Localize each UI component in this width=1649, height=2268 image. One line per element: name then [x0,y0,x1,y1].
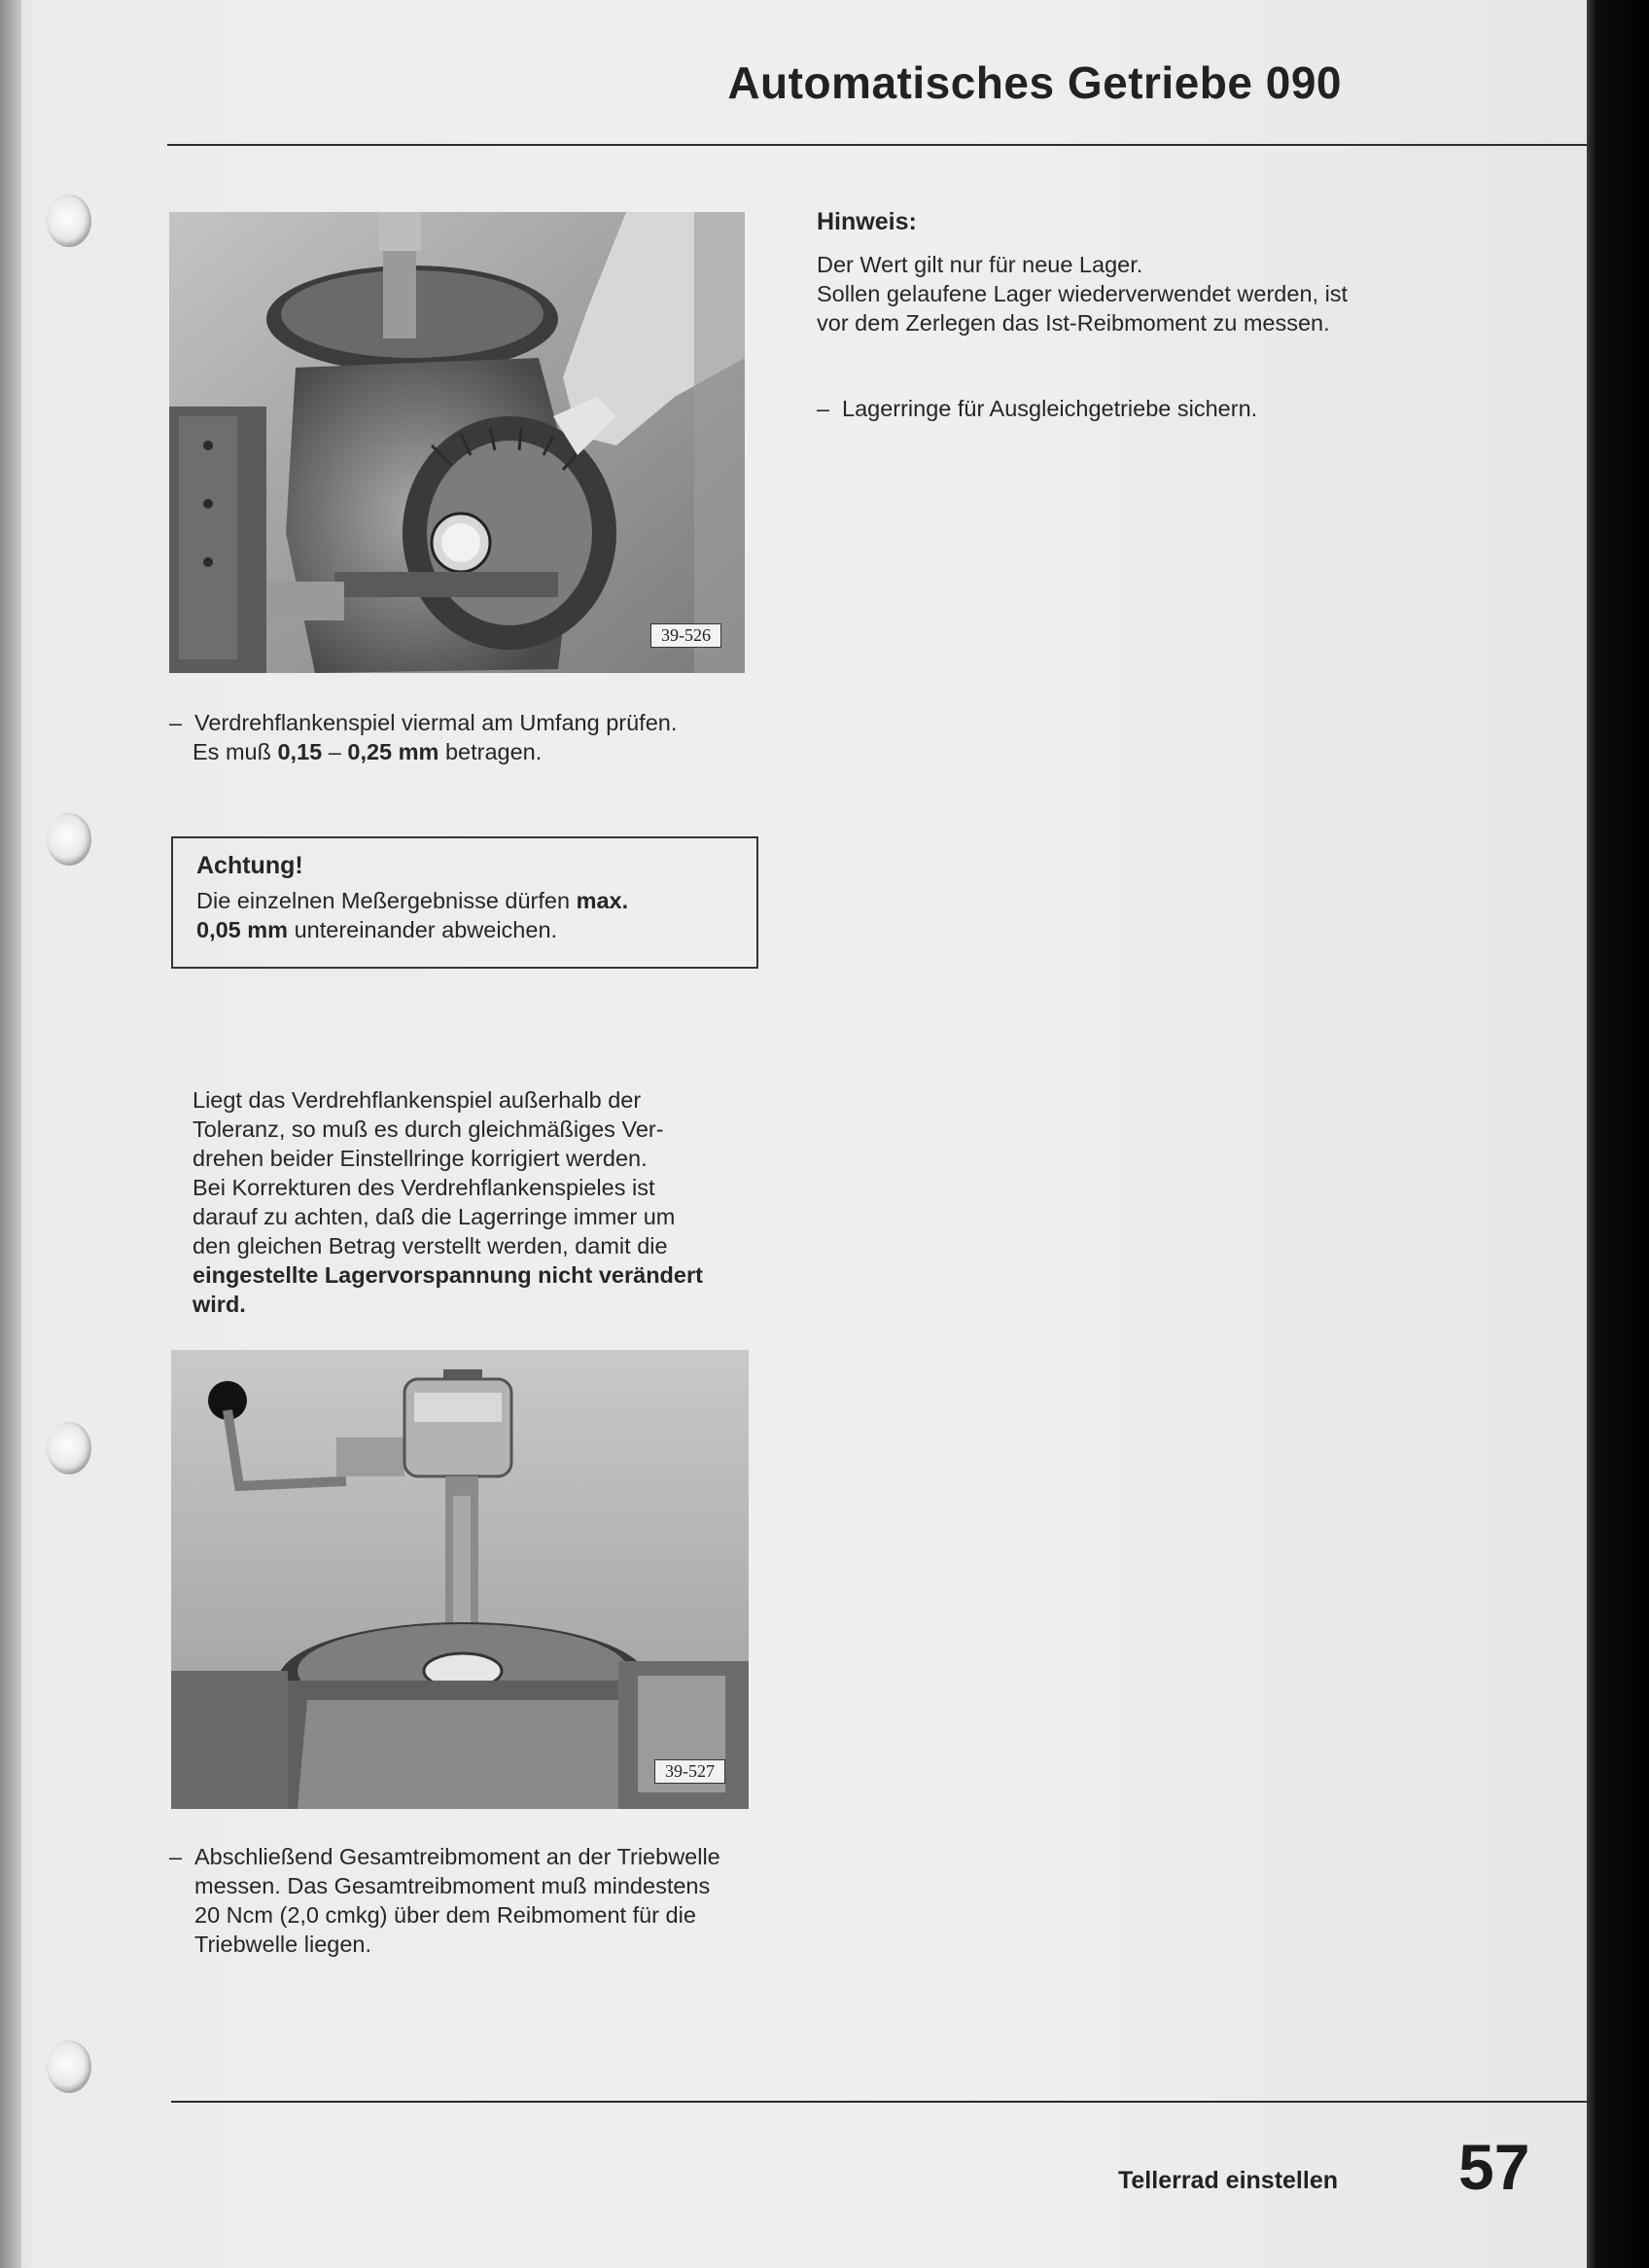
note-heading: Hinweis: [817,208,917,235]
figure-39-527 [171,1350,749,1809]
step-text: Lagerringe für Ausgleichgetriebe sichern. [842,396,1258,421]
step-text: Verdrehflankenspiel viermal am Umfang prüfen. [194,710,678,735]
torque-tool-photo-illustration [171,1350,749,1809]
punch-hole [47,1422,91,1474]
gearbox-photo-illustration [169,212,745,673]
dash-marker: – [169,1844,183,1869]
footer-rule [171,2101,1587,2103]
step-gesamtreibmoment: – Abschließend Gesamtreibmoment an der Triebwelle messen. Das Gesamtreibmoment muß mindestens 20 Ncm (2,0 cmkg) über dem Reibmoment für die Triebwelle liegen. [169,1844,720,1957]
warning-box [171,836,758,969]
warning-heading: Achtung! [196,852,303,879]
page-number: 57 [1458,2131,1530,2203]
page-title: Automatisches Getriebe 090 [727,57,1342,108]
figure-39-526 [169,212,745,673]
figure-label: 39-527 [654,1759,725,1784]
header-rule [167,144,1587,146]
punch-hole [47,2040,91,2093]
step-verdrehflankenspiel [169,708,753,766]
footer-section-title: Tellerrad einstellen [1117,2167,1338,2194]
binding-edge [0,0,21,2268]
note-line: vor dem Zerlegen das Ist-Reibmoment zu messen. [817,310,1330,336]
note-line: Sollen gelaufene Lager wiederverwendet werden, ist [817,281,1349,306]
value-max: 0,25 mm [347,739,439,764]
dash-marker: – [817,396,830,421]
value-min: 0,15 [277,739,323,764]
punch-hole [47,813,91,866]
warning-text: Die einzelnen Meßergebnisse dürfen max. 0,05 mm untereinander abweichen. [196,888,629,942]
note-line: Der Wert gilt nur für neue Lager. [817,252,1143,277]
figure-label: 39-526 [650,623,721,648]
step-text: Es muß 0,15 – 0,25 mm betragen. [193,739,543,764]
scan-dark-edge [1587,0,1649,2268]
step-lagerringe [817,394,1420,423]
dash-marker: – [169,710,183,735]
correction-paragraph: Liegt das Verdrehflankenspiel außerhalb der Toleranz, so muß es durch gleichmäßiges Ver- drehen beider Einstellringe korrigiert werden. Bei Korrekturen des Verdrehflankenspieles ist darauf zu achten, daß die Lagerringe immer um den gleichen Betrag verstellt werden, damit die eingestellte Lagervorspannung nicht verändert wird. [193,1087,703,1317]
note-text [817,250,1420,337]
punch-hole [47,195,91,247]
